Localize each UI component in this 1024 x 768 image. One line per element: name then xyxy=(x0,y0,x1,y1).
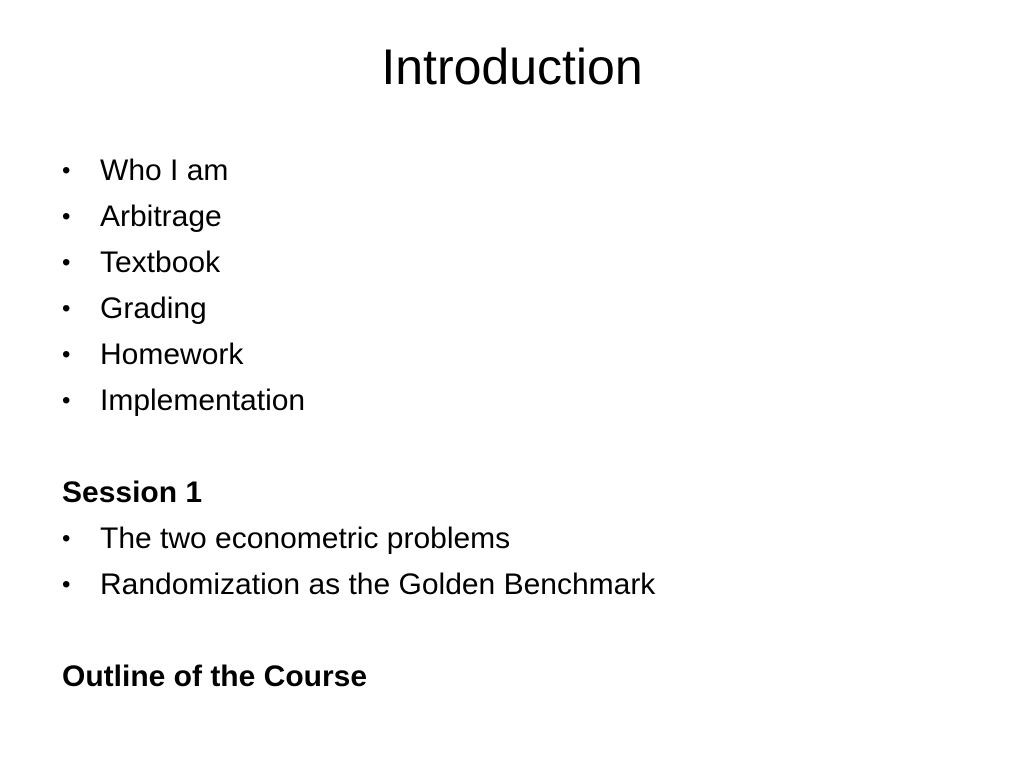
list-item xyxy=(62,378,962,424)
spacer xyxy=(62,424,962,470)
list-item xyxy=(62,516,962,562)
list-item-label: Textbook xyxy=(100,246,221,279)
list-item-label: Who I am xyxy=(100,154,229,187)
list-item-label: Arbitrage xyxy=(100,200,222,233)
list-item-label: Homework xyxy=(100,338,244,371)
list-item xyxy=(62,148,962,194)
session-bullet-list xyxy=(62,516,962,608)
bullet-icon: • xyxy=(62,295,71,322)
slide-title: Introduction xyxy=(381,39,643,95)
outline-heading: Outline of the Course xyxy=(62,660,368,693)
bullet-icon: • xyxy=(62,157,71,184)
bullet-icon: • xyxy=(62,203,71,230)
slide-content xyxy=(62,148,962,700)
list-item-label: Implementation xyxy=(100,384,306,417)
list-item xyxy=(62,194,962,240)
list-item xyxy=(62,332,962,378)
list-item-label: Randomization as the Golden Benchmark xyxy=(100,568,656,601)
bullet-icon: • xyxy=(62,341,71,368)
bullet-icon: • xyxy=(62,387,71,414)
list-item-label: The two econometric problems xyxy=(100,522,511,555)
list-item xyxy=(62,562,962,608)
bullet-icon: • xyxy=(62,525,71,552)
session-heading: Session 1 xyxy=(62,476,203,509)
bullet-icon: • xyxy=(62,571,71,598)
list-item xyxy=(62,240,962,286)
bullet-icon: • xyxy=(62,249,71,276)
intro-bullet-list xyxy=(62,148,962,424)
list-item-label: Grading xyxy=(100,292,207,325)
spacer xyxy=(62,608,962,654)
list-item xyxy=(62,286,962,332)
